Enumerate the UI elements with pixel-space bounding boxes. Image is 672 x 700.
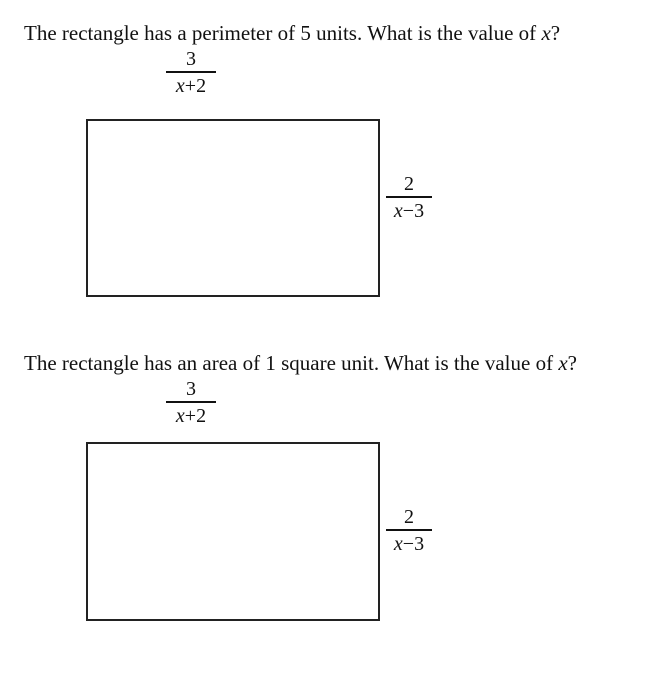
question-1-text-main: The rectangle has a perimeter of 5 units. What is the value of xyxy=(24,21,542,45)
question-2-text-end: ? xyxy=(567,351,577,375)
question-1-variable: x xyxy=(541,21,551,45)
fraction-numerator: 2 xyxy=(404,173,414,195)
question-1-text-end: ? xyxy=(550,21,561,45)
question-1-height-label xyxy=(386,173,432,222)
question-2-text-main: The rectangle has an area of 1 square unit. What is the value of xyxy=(24,351,559,375)
question-1-rectangle xyxy=(86,119,380,297)
fraction-denominator: x+2 xyxy=(175,404,207,427)
question-1-text xyxy=(24,20,560,46)
fraction-denominator: x−3 xyxy=(393,532,425,555)
question-2-width-label xyxy=(166,378,216,427)
question-2-rectangle xyxy=(86,442,380,621)
question-2-height-label xyxy=(386,506,432,555)
fraction-numerator: 2 xyxy=(404,506,414,528)
fraction-numerator: 3 xyxy=(186,48,196,70)
fraction-denominator: x−3 xyxy=(393,199,425,222)
fraction-denominator: x+2 xyxy=(175,74,207,97)
question-1-width-label xyxy=(166,48,216,97)
question-2-variable: x xyxy=(558,351,568,375)
fraction-numerator: 3 xyxy=(186,378,196,400)
question-2-text xyxy=(24,350,577,376)
